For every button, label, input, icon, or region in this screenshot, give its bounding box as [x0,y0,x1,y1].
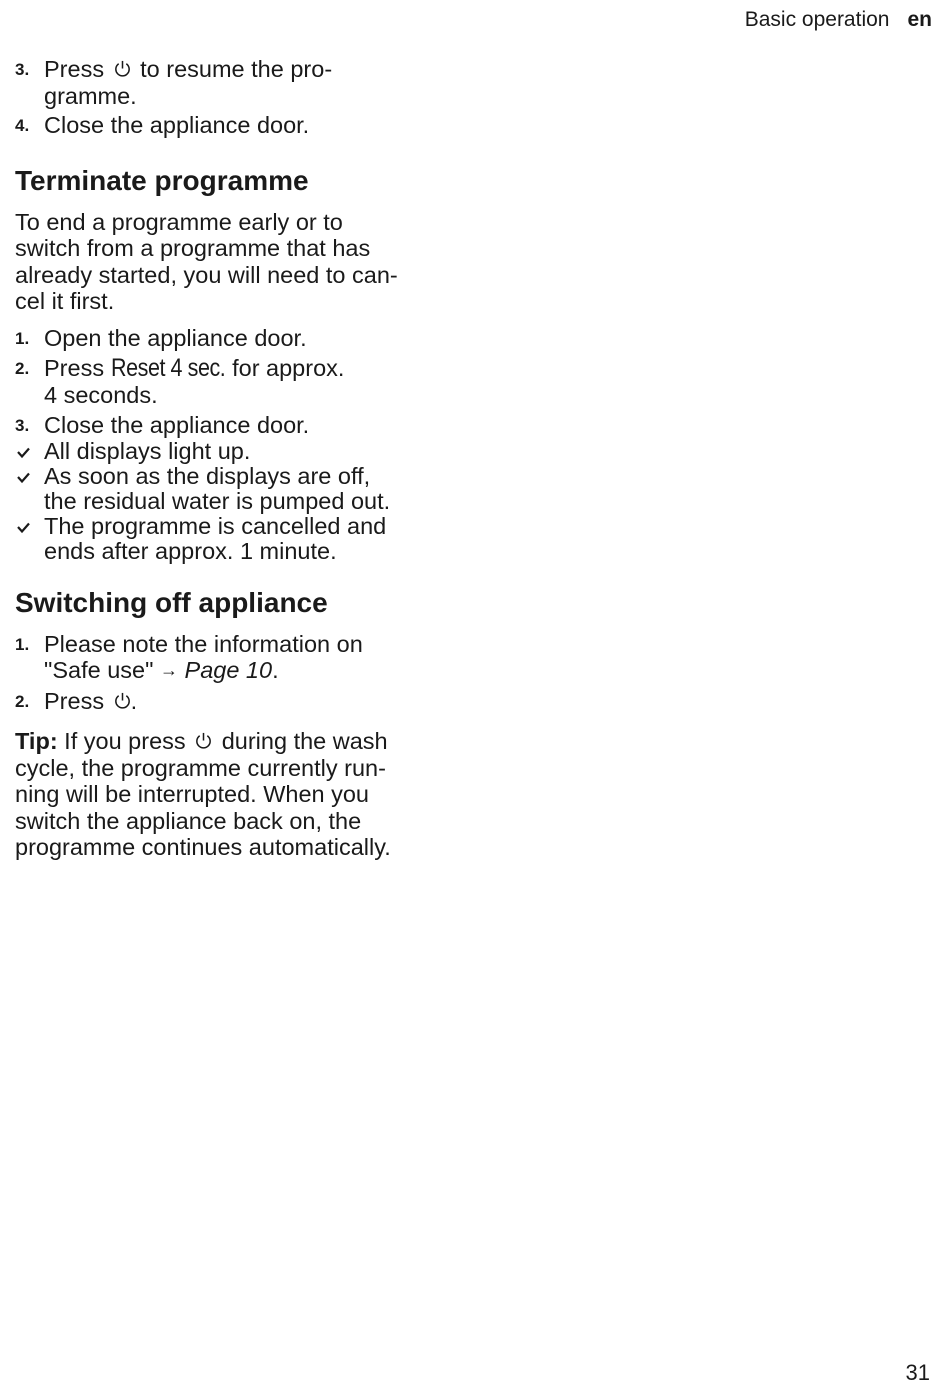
terminate-intro [15,209,455,315]
intro-line: cel it first. [15,288,115,314]
result-text: The programme is cancelled and [44,512,387,539]
resume-step [15,56,455,109]
switching-off-heading: Switching off appliance [15,586,328,618]
content-column [15,56,455,861]
step-text: Press [44,687,105,714]
step-text: Close the appliance door. [44,112,310,138]
check-icon [16,521,31,535]
tip-text: switch the appliance back on, the [15,807,362,834]
step-text: Close the appliance door. [44,412,310,438]
power-icon [194,731,213,751]
result-item [15,439,455,464]
resume-step [15,112,455,139]
tip-text: If you press [64,728,186,754]
step-number: 2. [15,359,30,378]
header-section-title: Basic operation [744,8,890,31]
step-text: Please note the information on [44,630,363,657]
step-number: 4. [15,116,30,135]
intro-line: already started, you will need to can- [15,261,398,288]
result-item [15,464,455,514]
intro-line: switch from a programme that has [15,235,371,261]
terminate-step [15,355,455,408]
tip-label: Tip: [15,728,58,754]
power-icon [113,691,132,711]
step-text: gramme. [44,82,137,109]
result-text: As soon as the displays are off, [44,462,371,489]
step-number: 1. [15,634,30,654]
terminate-heading: Terminate programme [15,164,309,196]
tip-text: during the wash [221,728,388,754]
step-number: 1. [15,328,30,348]
result-item [15,514,455,564]
step-text: for approx. [232,355,345,381]
terminate-step [15,325,455,352]
tip-text: cycle, the programme currently run- [15,754,386,781]
terminate-step [15,412,455,439]
step-number: 3. [15,60,30,79]
tip-text: programme continues automatically. [15,834,391,860]
arrow-right-icon: → [159,660,178,680]
power-icon [113,59,132,79]
step-text: to resume the pro- [140,56,333,82]
safe-use-reference: "Safe use" [44,657,154,683]
step-number: 2. [15,691,30,711]
step-text: Open the appliance door. [44,324,307,351]
switch-off-step: 2. Press . [15,687,138,714]
tip-text: ning will be interrupted. When you [15,781,370,807]
header-language: en [907,8,932,31]
step-text: Press [44,355,105,381]
check-icon [16,446,31,460]
result-text: ends after approx. 1 minute. [44,537,337,564]
result-text: the residual water is pumped out. [44,487,391,514]
result-text: All displays light up. [44,437,251,464]
check-icon [16,471,31,485]
switch-off-step: 1. Please note the information on "Safe use" → Page 10. [15,630,363,683]
reset-button-label: Reset 4 sec. [110,354,225,382]
intro-line: To end a programme early or to [15,208,343,235]
page-reference-link[interactable]: Page 10 [184,657,273,683]
step-number: 3. [15,416,30,435]
step-text: 4 seconds. [44,381,158,408]
page-header [745,8,932,32]
page-number: 31 [905,1360,930,1385]
step-text: Press [44,56,105,82]
tip-paragraph [15,728,455,861]
